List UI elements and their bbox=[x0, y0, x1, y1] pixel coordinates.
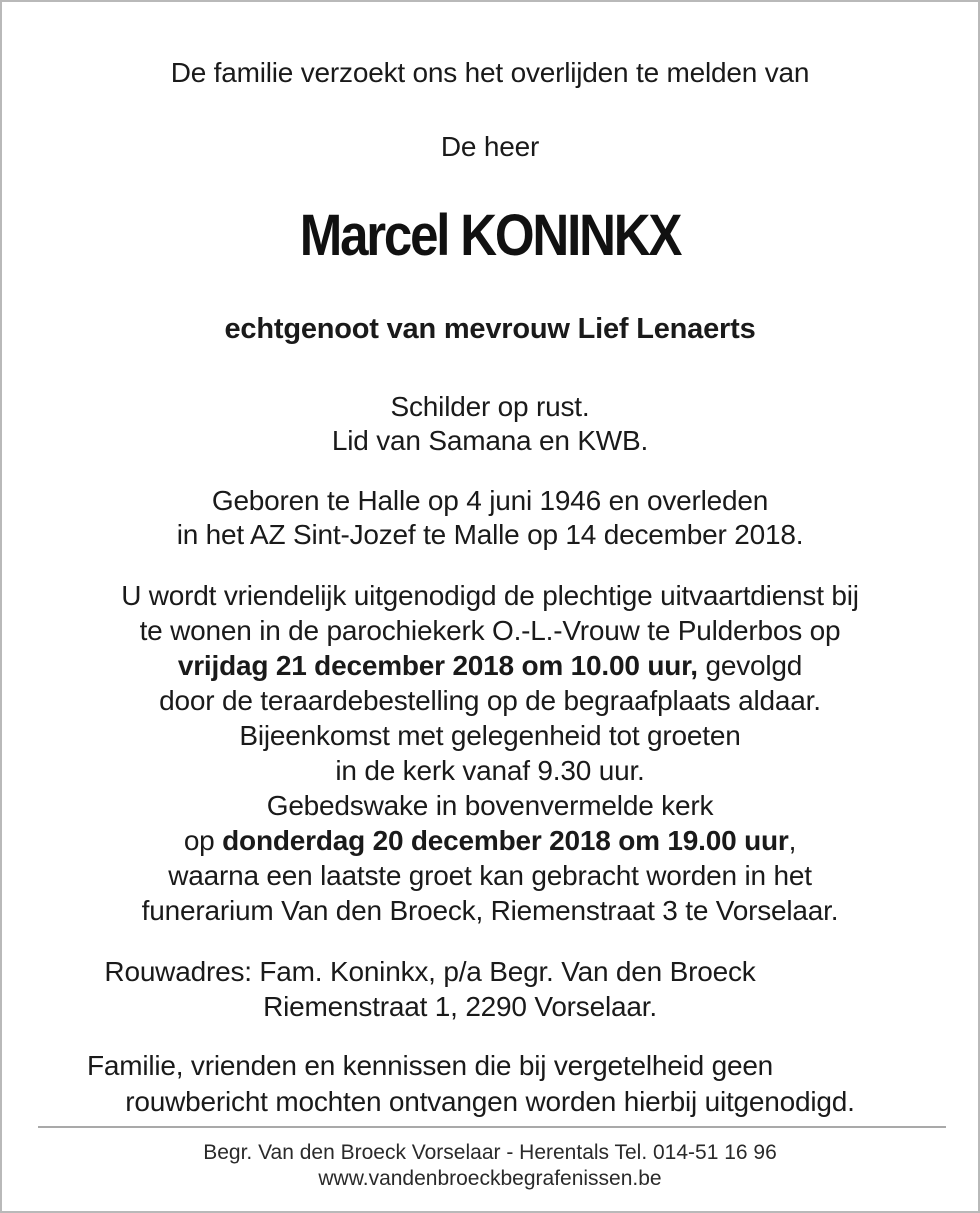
intro-text: De familie verzoekt ons het overlijden te melden van bbox=[170, 57, 810, 88]
deceased-name: Marcel KONINKX bbox=[299, 203, 681, 268]
ceremony-date: vrijdag 21 december 2018 om 10.00 uur, bbox=[177, 650, 698, 681]
farewell-line: waarna een laatste groet kan gebracht worden in het bbox=[168, 860, 812, 891]
spouse-line: echtgenoot van mevrouw Lief Lenaerts bbox=[224, 313, 756, 345]
wake-line: Gebedswake in bovenvermelde kerk bbox=[266, 790, 714, 821]
funeral-home-website: www.vandenbroeckbegrafenissen.be bbox=[318, 1167, 662, 1190]
birth-line: Geboren te Halle op 4 juni 1946 en overleden bbox=[211, 485, 769, 516]
ceremony-date-rest: gevolgd bbox=[697, 650, 803, 681]
ceremony-date-line bbox=[2, 649, 978, 683]
funeral-home-contact: Begr. Van den Broeck Vorselaar - Herentals Tel. 014-51 16 96 bbox=[203, 1141, 777, 1164]
honorific-title: De heer bbox=[440, 131, 540, 162]
footer-divider bbox=[38, 1126, 946, 1128]
gathering-time: in de kerk vanaf 9.30 uur. bbox=[335, 755, 645, 786]
funerarium-line: funerarium Van den Broeck, Riemenstraat 3 te Vorselaar. bbox=[141, 895, 839, 926]
wake-prefix: op bbox=[183, 825, 223, 856]
ceremony-location: te wonen in de parochiekerk O.-L.-Vrouw te Pulderbos op bbox=[139, 615, 841, 646]
wake-suffix: , bbox=[788, 825, 797, 856]
gathering-line: Bijeenkomst met gelegenheid tot groeten bbox=[239, 720, 741, 751]
membership-line: Lid van Samana en KWB. bbox=[331, 425, 649, 456]
address-line-1: Rouwadres: Fam. Koninkx, p/a Begr. Van den Broeck bbox=[104, 956, 756, 987]
closing-line-1: Familie, vrienden en kennissen die bij vergetelheid geen bbox=[86, 1050, 774, 1081]
occupation-line: Schilder op rust. bbox=[390, 391, 590, 422]
closing-line-2: rouwbericht mochten ontvangen worden hierbij uitgenodigd. bbox=[125, 1086, 855, 1117]
ceremony-invitation: U wordt vriendelijk uitgenodigd de plechtige uitvaartdienst bij bbox=[121, 580, 859, 611]
wake-date: donderdag 20 december 2018 om 19.00 uur bbox=[222, 825, 789, 856]
address-line-2: Riemenstraat 1, 2290 Vorselaar. bbox=[263, 991, 657, 1022]
burial-line: door de teraardebestelling op de begraafplaats aldaar. bbox=[159, 685, 821, 716]
wake-date-line bbox=[2, 824, 978, 858]
death-line: in het AZ Sint-Jozef te Malle op 14 december 2018. bbox=[176, 519, 804, 550]
